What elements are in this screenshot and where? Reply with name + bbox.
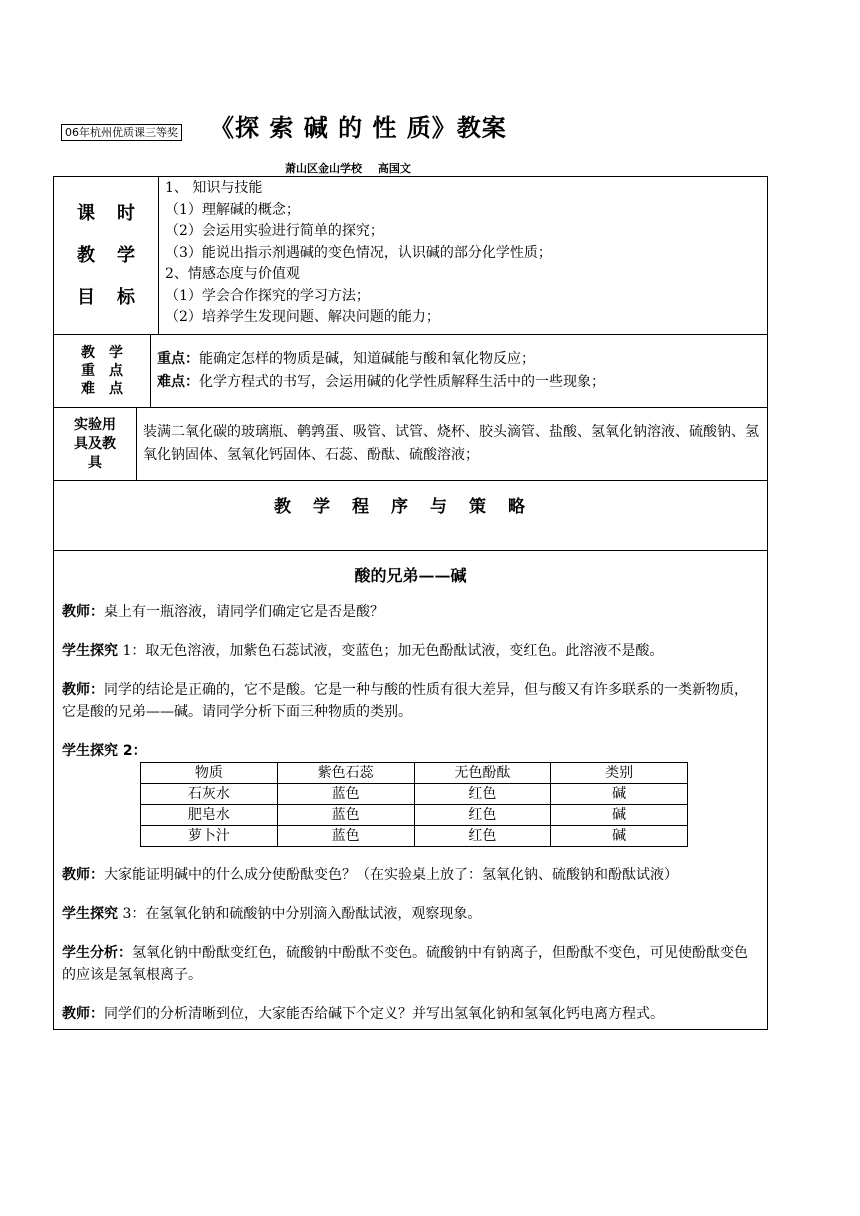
section-title: 酸的兄弟——碱: [354, 566, 467, 585]
objectives-row: [54, 177, 767, 335]
difficulty-label: 难点：: [157, 374, 199, 390]
indicator-table: [140, 762, 688, 847]
page-title: 《探 索 碱 的 性 质》教案: [210, 114, 507, 142]
table-row: 石灰水 蓝色 红色 碱: [141, 784, 688, 805]
key-point-text: 能确定怎样的物质是碱，知道碱能与酸和氧化物反应；: [199, 351, 535, 367]
objective-line: （3）能说出指示剂遇碱的变色情况，认识碱的部分化学性质；: [165, 244, 552, 261]
paragraph: 学生探究 3：在氢氧化钠和硫酸钠中分别滴入酚酞试液，观察现象。: [62, 906, 482, 922]
paragraph: 教师：桌上有一瓶溶液，请同学们确定它是否是酸？: [62, 604, 384, 620]
paragraph: 学生探究 2：: [62, 743, 147, 759]
key-points-content: [151, 335, 767, 407]
paragraph: 教师：大家能证明碱中的什么成分使酚酞变色？（在实验桌上放了：氢氧化钠、硫酸钠和酚酞试液）: [62, 867, 678, 883]
key-point-label: 重点：: [157, 351, 199, 367]
objectives-content: [159, 177, 767, 334]
paragraph: 学生探究 1：取无色溶液，加紫色石蕊试液，变蓝色；加无色酚酞试液，变红色。此溶液不是酸。: [62, 643, 664, 659]
equipment-row: [54, 408, 767, 481]
equipment-content: [137, 408, 767, 480]
equipment-label: 实验用 具及教 具: [54, 408, 137, 480]
objective-line: （1）学会合作探究的学习方法；: [165, 287, 370, 304]
author-byline: 萧山区金山学校 高国文: [285, 162, 411, 175]
objective-line: （2）培养学生发现问题、解决问题的能力；: [165, 309, 440, 325]
table-row: 萝卜汁 蓝色 红色 碱: [141, 826, 688, 847]
lesson-plan-table: [53, 176, 768, 1030]
objective-line: 1、 知识与技能: [165, 180, 263, 196]
equipment-text: 装满二氧化碳的玻璃瓶、鹌鹑蛋、吸管、试管、烧杯、胶头滴管、盐酸、氢氧化钠溶液、硫酸钠、氢氧化钠固体、氢氧化钙固体、石蕊、酚酞、硫酸溶液；: [143, 424, 759, 463]
paragraph: 教师：同学的结论是正确的，它不是酸。它是一种与酸的性质有很大差异，但与酸又有许多联系的一类新物质，它是酸的兄弟——碱。请同学分析下面三种物质的类别。: [62, 682, 748, 720]
paragraph: 教师：同学们的分析清晰到位，大家能否给碱下个定义？并写出氢氧化钠和氢氧化钙电离方程式。: [62, 1006, 664, 1022]
program-title: 教学程序与策略: [54, 481, 767, 551]
key-points-label: 教学 重点 难点: [54, 335, 151, 407]
difficulty-text: 化学方程式的书写，会运用碱的化学性质解释生活中的一些现象；: [199, 374, 605, 390]
table-header-row: 物质 紫色石蕊 无色酚酞 类别: [141, 763, 688, 784]
objective-line: 2、情感态度与价值观: [165, 266, 300, 282]
table-row: 肥皂水 蓝色 红色 碱: [141, 805, 688, 826]
objective-line: （2）会运用实验进行简单的探究；: [165, 223, 384, 239]
award-label: 06年杭州优质课三等奖: [61, 124, 182, 141]
key-points-row: [54, 335, 767, 408]
paragraph: 学生分析：氢氧化钠中酚酞变红色，硫酸钠中酚酞不变色。硫酸钠中有钠离子，但酚酞不变色，可见使酚酞变色的应该是氢氧根离子。: [62, 945, 748, 983]
objective-line: （1）理解碱的概念；: [165, 201, 300, 218]
lesson-content: [54, 551, 767, 1029]
objectives-label: 课时 教学 目标: [54, 177, 159, 334]
